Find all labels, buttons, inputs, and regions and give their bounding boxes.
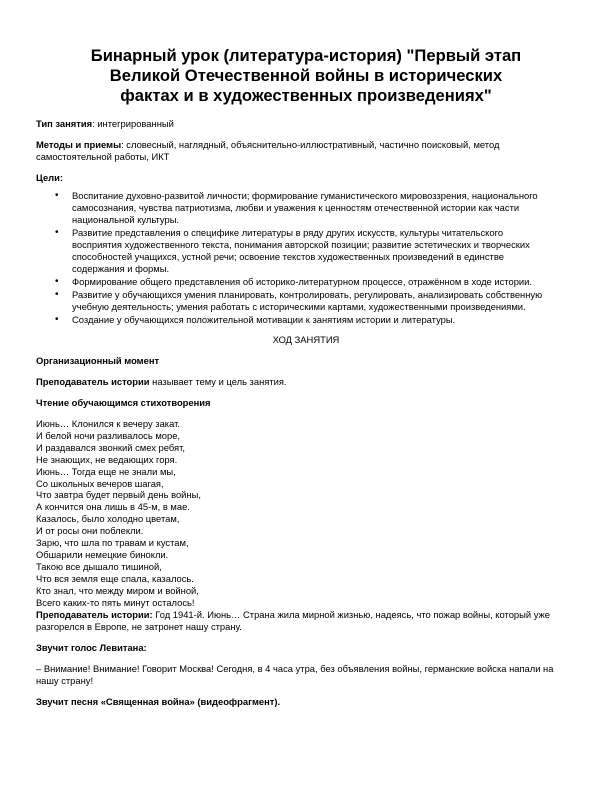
goals-heading: Цели: — [36, 172, 64, 183]
title-line-2: Великой Отечественной войны в исторических — [109, 66, 503, 85]
lesson-type-label: Тип занятия — [36, 118, 93, 129]
teacher-intro-text: называет тему и цель занятия. — [149, 376, 287, 387]
reading-heading: Чтение обучающимся стихотворения — [36, 397, 211, 408]
teacher-history-text: Год 1941-й. Июнь… Страна жила мирной жизнью, надеясь, что пожар войны, который уже разгорелся в Европе, не затронет нашу страну. — [36, 608, 550, 632]
title-line-1: Бинарный урок (литература-история) "Первый этап — [90, 46, 522, 65]
levitan-text: – Внимание! Внимание! Говорит Москва! Сегодня, в 4 часа утра, без объявления войны, германские войска напали на нашу страну! — [36, 662, 554, 686]
poem-line: А кончится она лишь в 45-м, в мае. — [36, 501, 190, 513]
goal-item: • Развитие представления о специфике литературы в ряду других искусств, культуры читательского восприятия художественного текста, понимания авторской позиции; развитие эстетических и творческих способностей учащихся, устной речи; освоение текстов художественных произведений в единстве содержания и формы. — [72, 227, 576, 275]
poem-line: Такою все дышало тишиной, — [36, 560, 162, 572]
poem-line: Не знающих, не ведающих горя. — [36, 453, 178, 465]
poem-line: И от росы они поблекли. — [36, 525, 144, 537]
org-moment-heading: Организационный момент — [36, 355, 160, 366]
poem-line: Что завтра будет первый день войны, — [36, 489, 201, 501]
methods-value: : словесный, наглядный, объяснительно-иллюстративный, частично поисковый, метод самостоятельной работы, ИКТ — [36, 139, 500, 162]
song-line: Звучит песня «Священная война» (видеофрагмент). — [36, 695, 281, 707]
goal-item: • Создание у обучающихся положительной мотивации к занятиям истории и литературы. — [72, 314, 576, 326]
goals-list — [36, 190, 576, 326]
lesson-type — [36, 118, 576, 130]
poem-line: Со школьных вечеров шагая, — [36, 477, 164, 489]
poem-line: И раздавался звонкий смех ребят, — [36, 441, 185, 453]
goal-item: • Формирование общего представления об историко-литературном процессе, отражённом в ходе истории. — [72, 276, 576, 288]
goal-item: • Развитие у обучающихся умения планировать, контролировать, регулировать, анализировать собственную учебную деятельность; умения работать с историческими картами, художественными произведениями. — [72, 289, 576, 313]
poem-line: И белой ночи разливалось море, — [36, 429, 181, 441]
poem-line: Казалось, было холодно цветам, — [36, 513, 180, 525]
poem-line: Что вся земля еще спала, казалось. — [36, 572, 194, 584]
methods-label: Методы и приемы — [36, 139, 122, 150]
title-line-3: фактах и в художественных произведениях" — [120, 86, 492, 105]
poem-line: Июнь… Клонился к вечеру закат. — [36, 418, 180, 429]
poem-line: Обшарили немецкие бинокли. — [36, 548, 169, 560]
section-heading: ХОД ЗАНЯТИЯ — [272, 334, 340, 345]
poem-line: Всего каких-то пять минут осталось! — [36, 596, 195, 608]
goal-item: • Воспитание духовно-развитой личности; формирование гуманистического мировоззрения, национального самосознания, чувства патриотизма, любви и уважения к ценностям отечественной истории как части национальной культуры. — [72, 190, 576, 226]
poem — [36, 418, 576, 609]
lesson-type-value: : интегрированный — [92, 118, 174, 129]
teacher-intro — [36, 376, 576, 388]
poem-line: Кто знал, что между миром и войной, — [36, 584, 199, 596]
poem-line: Зарю, что шла по травам и кустам, — [36, 537, 189, 549]
teacher-label: Преподаватель истории: — [36, 608, 153, 620]
teacher-history-paragraph — [36, 609, 576, 633]
methods — [36, 139, 576, 163]
poem-line: Июнь… Тогда еще не знали мы, — [36, 465, 176, 477]
levitan-heading: Звучит голос Левитана: — [36, 641, 147, 653]
document-title — [36, 46, 576, 106]
teacher-label: Преподаватель истории — [36, 376, 150, 387]
